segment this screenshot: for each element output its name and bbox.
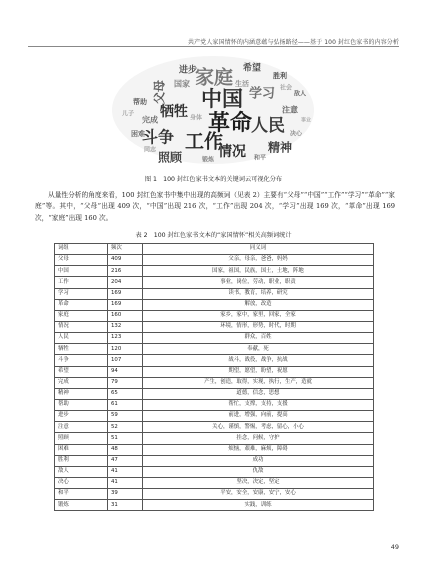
cell-frequency: 216	[108, 266, 143, 277]
cloud-word: 注意	[282, 105, 298, 115]
cell-synonyms: 事业，岗位，劳动，职业，职责	[143, 277, 374, 288]
table-row	[55, 422, 374, 433]
cell-frequency: 94	[108, 366, 143, 377]
cell-term: 胜利	[55, 455, 108, 466]
cell-synonyms: 帮忙，支撑，支持，支援	[143, 399, 374, 410]
table-row	[55, 388, 374, 399]
cell-term: 精神	[55, 388, 108, 399]
cell-term: 父母	[55, 255, 108, 266]
cloud-word: 帮助	[133, 98, 147, 106]
keyword-frequency-table	[54, 243, 374, 511]
cloud-word: 敌人	[293, 90, 307, 98]
table-row	[55, 288, 374, 299]
page-number: 49	[390, 543, 399, 551]
cell-frequency: 79	[108, 377, 143, 388]
table-row	[55, 444, 374, 455]
cell-term: 人民	[55, 333, 108, 344]
cell-term: 中国	[55, 266, 108, 277]
cloud-word: 家庭	[194, 66, 234, 89]
word-cloud-svg	[110, 54, 316, 166]
table-caption: 表 2 100 封红色家书文本的“家国情怀”相关高频词统计	[135, 232, 292, 239]
cell-frequency: 51	[108, 433, 143, 444]
cell-synonyms: 产生，创造，取得，实现，执行，生产，造就	[143, 377, 374, 388]
cloud-word: 进步	[178, 65, 198, 76]
table-row	[55, 255, 374, 266]
cell-synonyms: 读书，教育，培养，研究	[143, 288, 374, 299]
cloud-word: 牺牲	[160, 104, 188, 120]
table-row	[55, 466, 374, 477]
cell-synonyms: 烦恼，艰难，麻烦，障碍	[143, 444, 374, 455]
cloud-word: 照顾	[157, 150, 183, 165]
cell-term: 锻炼	[55, 500, 108, 511]
cloud-word: 学习	[248, 86, 276, 102]
cell-frequency: 409	[108, 255, 143, 266]
figure-caption: 图 1 100 封红色家书文本的关键词云可视化分布	[144, 176, 283, 183]
cell-frequency: 47	[108, 455, 143, 466]
cell-frequency: 132	[108, 321, 143, 332]
cloud-word: 中国	[201, 87, 243, 111]
cell-term: 决心	[55, 477, 108, 488]
cell-frequency: 107	[108, 355, 143, 366]
cell-frequency: 123	[108, 333, 143, 344]
cloud-word: 社会	[279, 84, 293, 92]
cell-synonyms: 群众，百姓	[143, 333, 374, 344]
cell-synonyms: 平安，安全，安康，安宁，安心	[143, 489, 374, 500]
cloud-word: 人民	[251, 116, 285, 136]
cloud-word: 精神	[267, 140, 293, 155]
cloud-word: 困难	[131, 130, 145, 138]
table-row	[55, 355, 374, 366]
cell-synonyms: 父亲，母亲，爸爸，妈妈	[143, 255, 374, 266]
cloud-word: 希望	[242, 63, 262, 74]
cell-synonyms: 实践，训练	[143, 500, 374, 511]
table-row	[55, 321, 374, 332]
table-row	[55, 299, 374, 310]
cell-frequency: 61	[108, 399, 143, 410]
cell-term: 牺牲	[55, 344, 108, 355]
cell-synonyms: 奉献，死	[143, 344, 374, 355]
cell-frequency: 31	[108, 500, 143, 511]
table-header-row	[55, 244, 374, 255]
cell-synonyms: 前进，增强，向前，提高	[143, 411, 374, 422]
table-row	[55, 489, 374, 500]
cell-synonyms: 解放，改造	[143, 299, 374, 310]
cell-term: 学习	[55, 288, 108, 299]
cell-term: 进步	[55, 411, 108, 422]
cloud-word: 和平	[253, 154, 267, 162]
cell-term: 帮助	[55, 399, 108, 410]
cell-synonyms: 期望，愿望，盼望，祝愿	[143, 366, 374, 377]
cell-frequency: 65	[108, 388, 143, 399]
cloud-word: 生活	[235, 80, 249, 88]
cell-synonyms: 成功	[143, 455, 374, 466]
cell-term: 完成	[55, 377, 108, 388]
cell-term: 困难	[55, 444, 108, 455]
cloud-word: 身体	[189, 114, 203, 122]
cell-frequency: 160	[108, 310, 143, 321]
table-row	[55, 377, 374, 388]
cloud-word: 同志	[143, 146, 157, 154]
cell-term: 照顾	[55, 433, 108, 444]
table-row	[55, 266, 374, 277]
table-row	[55, 310, 374, 321]
cell-synonyms: 家乡，家中，家里，回家，全家	[143, 310, 374, 321]
table-body	[55, 255, 374, 511]
cell-term: 工作	[55, 277, 108, 288]
cloud-word: 决心	[289, 130, 303, 138]
cell-frequency: 48	[108, 444, 143, 455]
header-cell-frequency: 频次	[108, 244, 143, 255]
cloud-word: 情况	[218, 144, 246, 160]
cell-synonyms: 道德，信念，思想	[143, 388, 374, 399]
cloud-word: 国家	[174, 79, 190, 89]
table-row	[55, 399, 374, 410]
cell-term: 情况	[55, 321, 108, 332]
word-cloud-figure	[110, 54, 316, 166]
cell-synonyms: 国家，祖国，民族，国土，土地，阵地	[143, 266, 374, 277]
cell-synonyms: 战斗，战役，战争，抗战	[143, 355, 374, 366]
cell-frequency: 120	[108, 344, 143, 355]
header-rule	[28, 46, 399, 47]
cell-frequency: 41	[108, 466, 143, 477]
table-row	[55, 333, 374, 344]
cell-frequency: 59	[108, 411, 143, 422]
cell-frequency: 204	[108, 277, 143, 288]
cloud-word: 完成	[142, 115, 158, 125]
cloud-word: 革命	[207, 111, 253, 136]
cell-term: 注意	[55, 422, 108, 433]
cloud-word: 锻炼	[201, 156, 215, 164]
cell-frequency: 39	[108, 489, 143, 500]
body-paragraph: 从量性分析的角度来看，100 封红色家书中集中出现的高频词（见表 2）主要有“父母”“中国”“工作”“学习”“革命”“家庭”等。其中，“父母”出现 409 次，“中国”出现 216 次，“工作”出现 204 次，“学习”出现 169 次，“革命”出现 169 次，“家庭”出现 160 次。	[35, 191, 395, 222]
cell-synonyms: 环境，情形，形势，时代，时期	[143, 321, 374, 332]
table-row	[55, 277, 374, 288]
cell-term: 希望	[55, 366, 108, 377]
header-cell-term: 词组	[55, 244, 108, 255]
cell-synonyms: 仇敌	[143, 466, 374, 477]
cell-term: 敌人	[55, 466, 108, 477]
table-row	[55, 411, 374, 422]
cloud-word: 斗争	[141, 127, 175, 147]
cloud-word: 胜利	[273, 72, 287, 80]
cell-synonyms: 挂念，问候，守护	[143, 433, 374, 444]
cloud-word: 工作	[184, 130, 224, 153]
cell-frequency: 41	[108, 477, 143, 488]
cell-frequency: 169	[108, 288, 143, 299]
cell-term: 斗争	[55, 355, 108, 366]
table-row	[55, 455, 374, 466]
cell-term: 革命	[55, 299, 108, 310]
table-row	[55, 433, 374, 444]
cell-term: 家庭	[55, 310, 108, 321]
cell-frequency: 52	[108, 422, 143, 433]
table-row	[55, 344, 374, 355]
table-row	[55, 366, 374, 377]
table-row	[55, 477, 374, 488]
cloud-word: 儿子	[121, 110, 135, 118]
cell-synonyms: 坚决，决定，坚定	[143, 477, 374, 488]
header-cell-synonyms: 同义词	[143, 244, 374, 255]
cell-synonyms: 关心，谨慎，警惕，考虑，留心，小心	[143, 422, 374, 433]
cloud-word: 事业	[300, 117, 312, 124]
running-head: 共产党人家国情怀的内涵意蕴与弘扬路径——基于 100 封红色家书的内容分析	[188, 39, 399, 46]
table-row	[55, 500, 374, 511]
cell-frequency: 169	[108, 299, 143, 310]
cell-term: 和平	[55, 489, 108, 500]
cloud-word: 父母	[152, 79, 167, 105]
